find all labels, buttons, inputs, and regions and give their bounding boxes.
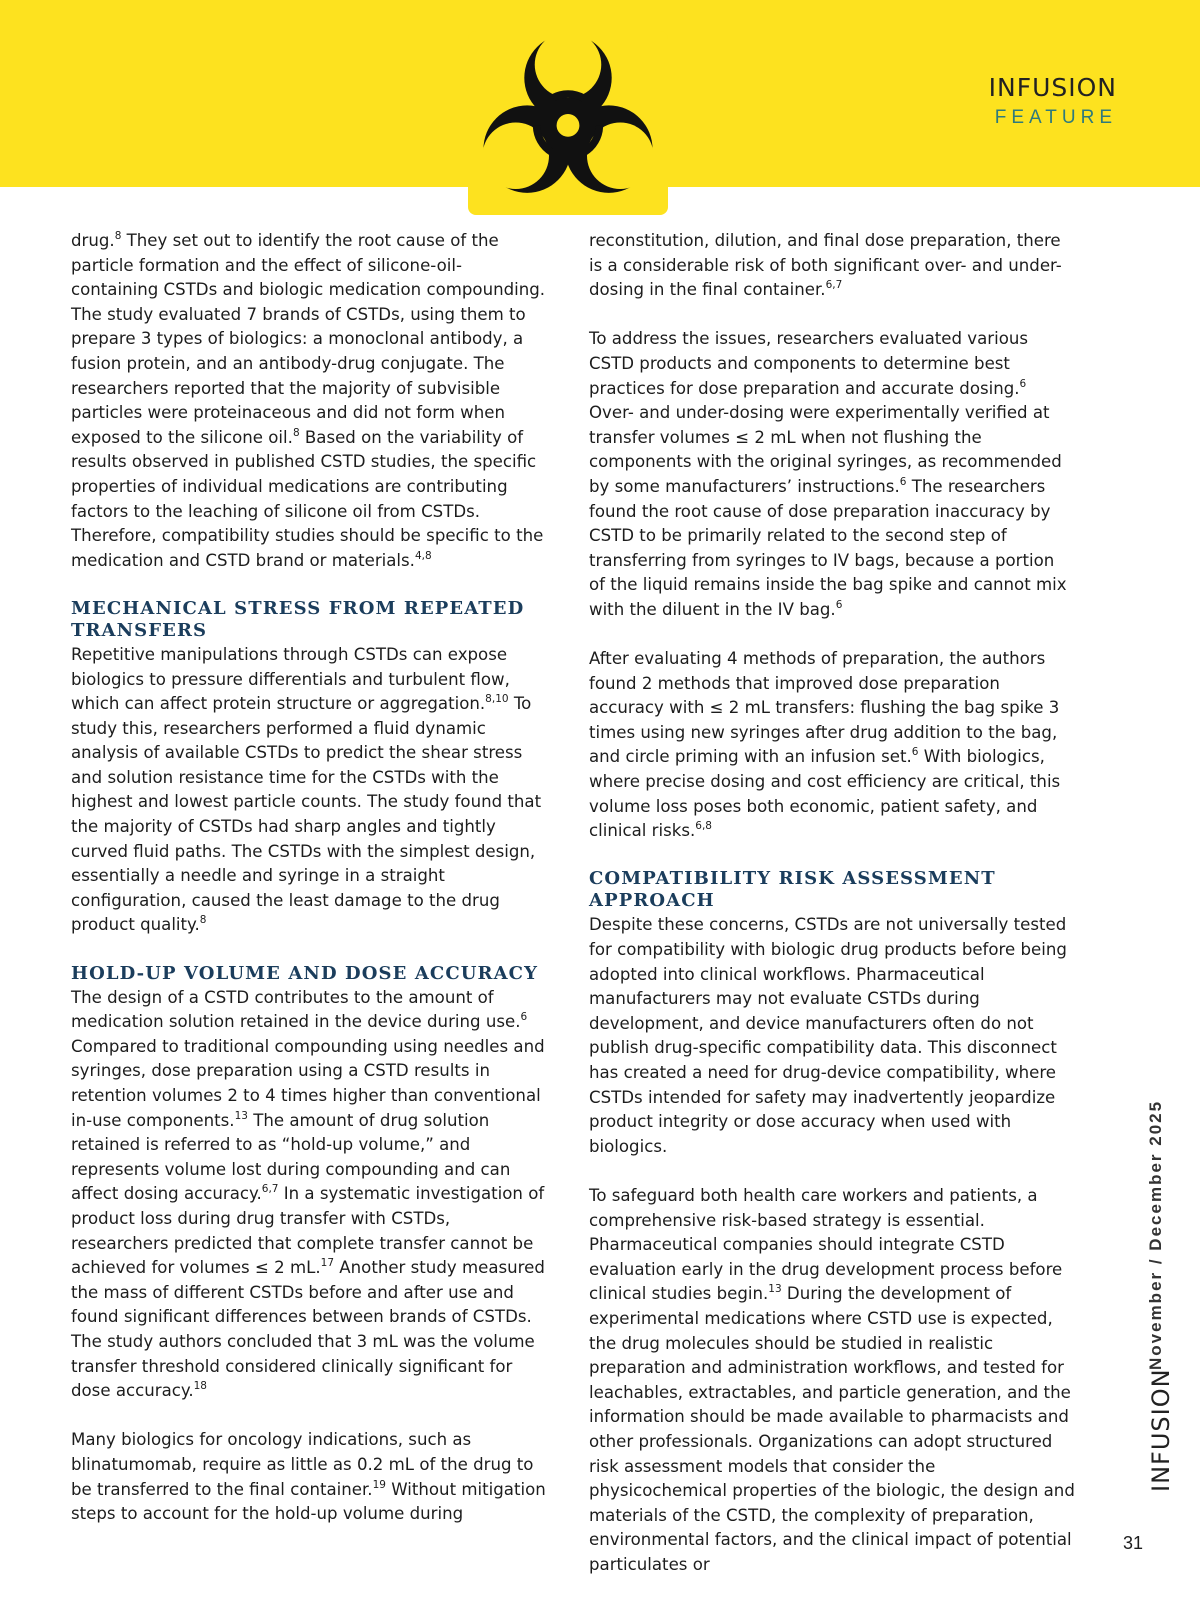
paragraph: drug.$^8$ They set out to identify the root cause of the particle formation and the effect of silicone-oil-containing CSTDs and biologic medication compounding. The study evaluated 7 brands of CSTDs, using them to prepare 3 types of biologics: a monoclonal antibody, a fusion protein, and an antibody-drug conjugate. The researchers reported that the majority of subvisible particles were proteinaceous and did not form when exposed to the silicone oil.$^8$ Based on the variability of results observed in published CSTD studies, the specific properties of individual medications are contributing factors to the leaching of silicone oil from CSTDs. Therefore, compatibility studies should be specific to the medication and CSTD brand or materials.$^{4,8}$ (71, 230, 546, 570)
citation: 8 (199, 914, 207, 927)
citation: 19 (372, 1478, 386, 1491)
brand-wordmark: INFUSION (988, 73, 1117, 102)
footer-brand-wordmark: INFUSION (1147, 1368, 1175, 1492)
section-label: FEATURE (994, 107, 1117, 128)
citation: 6 (911, 746, 919, 759)
paragraph: Many biologics for oncology indications, such as blinatumomab, require as little as 0.2 mL of the drug to be transferred to the final container.$^{19}$ Without mitigation steps to account for the hold-up volume during (71, 1430, 546, 1524)
citation: 4,8 (414, 549, 432, 562)
citation: 17 (320, 1257, 335, 1270)
article-column-right (589, 229, 1075, 1602)
magazine-branding (989, 73, 1117, 131)
citation: 8 (114, 230, 122, 242)
biohazard-icon (468, 31, 668, 215)
citation: 6,8 (695, 820, 712, 833)
paragraph: To safeguard both health care workers and patients, a comprehensive risk-based strategy is essential. Pharmaceutical companies should integrate CSTD evaluation early in the drug development process before clinical studies begin.$^{13}$ During the development of experimental medications where CSTD use is expected, the drug molecules should be studied in realistic preparation and administration workflows, and tested for leachables, extractables, and particle generation, and the information should be made available to pharmacists and other professionals. Organizations can adopt structured risk assessment models that consider the physicochemical properties of the biologic, the design and materials of the CSTD, the complexity of preparation, environmental factors, and the clinical impact of potential particulates or (589, 1185, 1075, 1574)
paragraph: Repetitive manipulations through CSTDs can expose biologics to pressure differentials and turbulent flow, which can affect protein structure or aggregation.$^{8,10}$ To study this, researchers performed a fluid dynamic analysis of available CSTDs to predict the shear stress and solution resistance time for the CSTDs with the highest and lowest particle counts. The study found that the majority of CSTDs had sharp angles and tightly curved fluid paths. The CSTDs with the simplest design, essentially a needle and syringe in a straight configuration, caused the least damage to the drug product quality.$^8$ (71, 644, 542, 935)
citation: 6 (1019, 377, 1027, 390)
article-column-left (71, 229, 549, 1551)
section-heading: COMPATIBILITY RISK ASSESSMENT APPROACH (589, 868, 996, 912)
page-number: 31 (1123, 1533, 1144, 1553)
section-heading: MECHANICAL STRESS FROM REPEATED TRANSFERS (71, 597, 525, 641)
paragraph: To address the issues, researchers evaluated various CSTD products and components to determine best practices for dose preparation and accurate dosing.$^6$ Over- and under-dosing were experimentally verified at transfer volumes ≤ 2 mL when not flushing the components with the original syringes, as recommended by some manufacturers’ instructions.$^6$ The researchers found the root cause of dose preparation inaccuracy by CSTD to be primarily related to the second step of transferring from syringes to IV bags, because a portion of the liquid remains inside the bag spike and cannot mix with the diluent in the IV bag.$^6$ (589, 329, 1067, 619)
paragraph: Despite these concerns, CSTDs are not universally tested for compatibility with biologic drug products before being adopted into clinical workflows. Pharmaceutical manufacturers may not evaluate CSTDs during development, and device manufacturers often do not publish drug-specific compatibility data. This disconnect has created a need for drug-device compatibility, where CSTDs intended for safety may inadvertently jeopardize product integrity or dose accuracy when used with biologics. (589, 915, 1067, 1156)
paragraph: The design of a CSTD contributes to the amount of medication solution retained in the device during use.$^6$ Compared to traditional compounding using needles and syringes, dose preparation using a CSTD results in retention volumes 2 to 4 times higher than conventional in-use components.$^{13}$ The amount of drug solution retained is referred to as “hold-up volume,” and represents volume lost during compounding and can affect dosing accuracy.$^{6,7}$ In a systematic investigation of product loss during drug transfer with CSTDs, researchers predicted that complete transfer cannot be achieved for volumes ≤ 2 mL.$^{17}$ Another study measured the mass of different CSTDs before and after use and found significant differences between brands of CSTDs. The study authors concluded that 3 mL was the volume transfer threshold considered clinically significant for dose accuracy.$^{18}$ (71, 987, 545, 1401)
citation: 6 (899, 475, 907, 488)
issue-date: November / December 2025 (1146, 1099, 1165, 1370)
section-heading: HOLD-UP VOLUME AND DOSE ACCURACY (71, 962, 539, 984)
citation: 8 (292, 426, 300, 439)
citation: 6,7 (825, 279, 843, 292)
citation: 6 (835, 598, 843, 611)
citation: 13 (234, 1109, 248, 1122)
citation: 6 (520, 1011, 528, 1024)
citation: 8,10 (485, 693, 509, 706)
citation: 18 (193, 1380, 207, 1393)
citation: 6,7 (261, 1183, 279, 1196)
paragraph: reconstitution, dilution, and final dose preparation, there is a considerable risk of both significant over- and under-dosing in the final container.$^{6,7}$ (589, 231, 1062, 300)
paragraph: After evaluating 4 methods of preparation, the authors found 2 methods that improved dose preparation accuracy with ≤ 2 mL transfers: flushing the bag spike 3 times using new syringes after drug addition to the bag, and circle priming with an infusion set.$^6$ With biologics, where precise dosing and cost efficiency are critical, this volume loss poses both economic, patient safety, and clinical risks.$^{6,8}$ (589, 649, 1061, 841)
citation: 13 (768, 1283, 782, 1296)
